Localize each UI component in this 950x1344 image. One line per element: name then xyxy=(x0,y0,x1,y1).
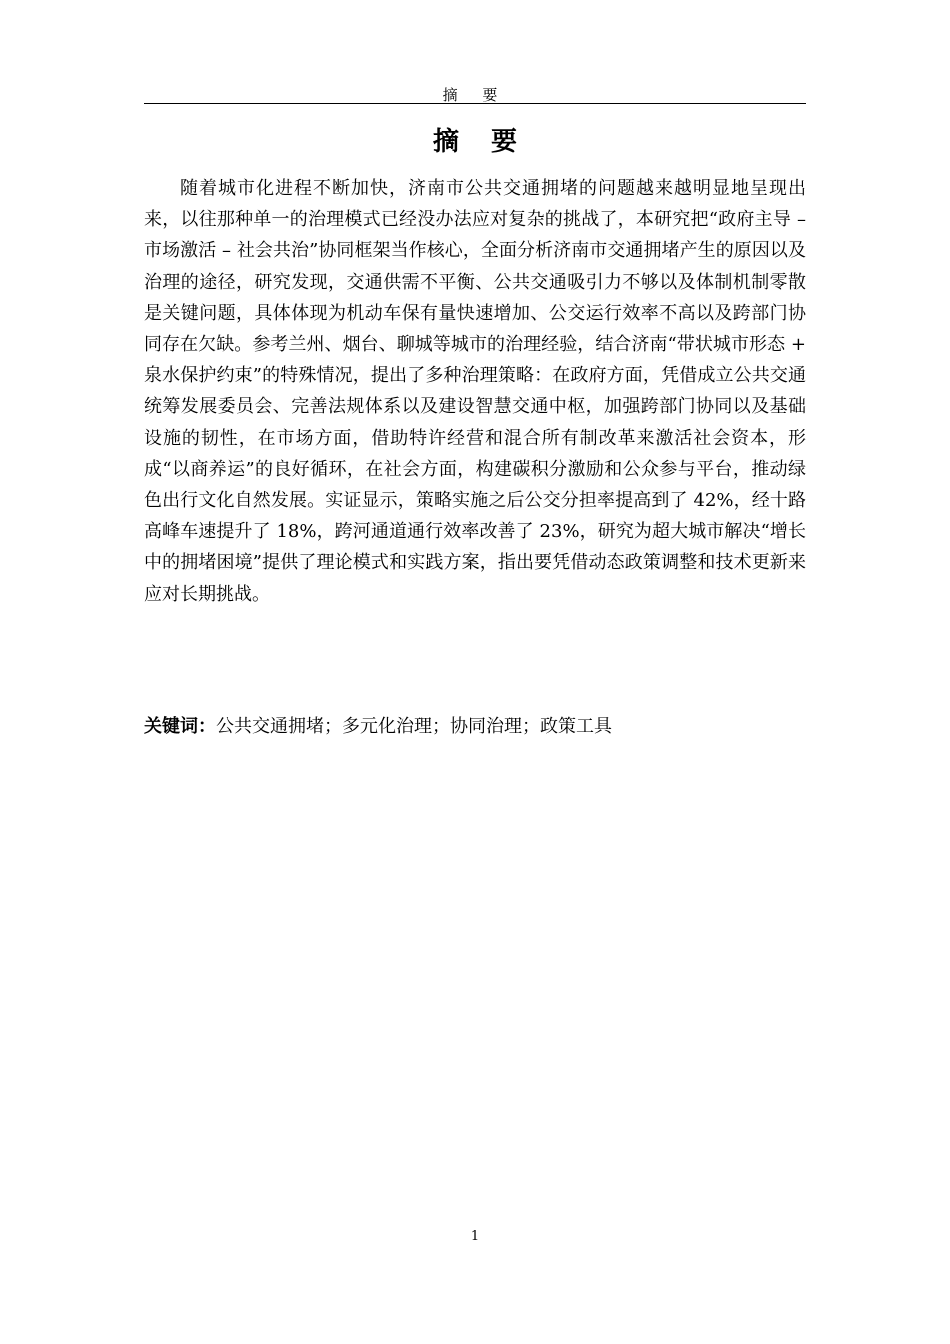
keywords-line xyxy=(144,713,806,741)
running-header: 摘 要 xyxy=(442,86,508,104)
keywords-label: 关键词： xyxy=(144,716,216,737)
abstract-title: 摘要 xyxy=(432,127,549,157)
page-number: 1 xyxy=(470,1229,480,1244)
header-divider xyxy=(144,103,806,104)
keywords-text: 公共交通拥堵；多元化治理；协同治理；政策工具 xyxy=(216,716,612,737)
abstract-body: 随着城市化进程不断加快，济南市公共交通拥堵的问题越来越明显地呈现出来，以往那种单一的治理模式已经没办法应对复杂的挑战了，本研究把“政府主导 – 市场激活 – 社会共治”协同框架当作核心，全面分析济南市交通拥堵产生的原因以及治理的途径，研究发现，交通供需不平衡、公共交通吸引力不够以及体制机制零散是关键问题，具体体现为机动车保有量快速增加、公交运行效率不高以及跨部门协同存在欠缺。参考兰州、烟台、聊城等城市的治理经验，结合济南“带状城市形态 + 泉水保护约束”的特殊情况，提出了多种治理策略：在政府方面，凭借成立公共交通统筹发展委员会、完善法规体系以及建设智慧交通中枢，加强跨部门协同以及基础设施的韧性，在市场方面，借助特许经营和混合所有制改革来激活社会资本，形成“以商养运”的良好循环，在社会方面，构建碳积分激励和公众参与平台，推动绿色出行文化自然发展。实证显示，策略实施之后公交分担率提高到了 42%，经十路高峰车速提升了 18%，跨河通道通行效率改善了 23%，研究为超大城市解决“增长中的拥堵困境”提供了理论模式和实践方案，指出要凭借动态政策调整和技术更新来应对长期挑战。 xyxy=(144,178,806,605)
